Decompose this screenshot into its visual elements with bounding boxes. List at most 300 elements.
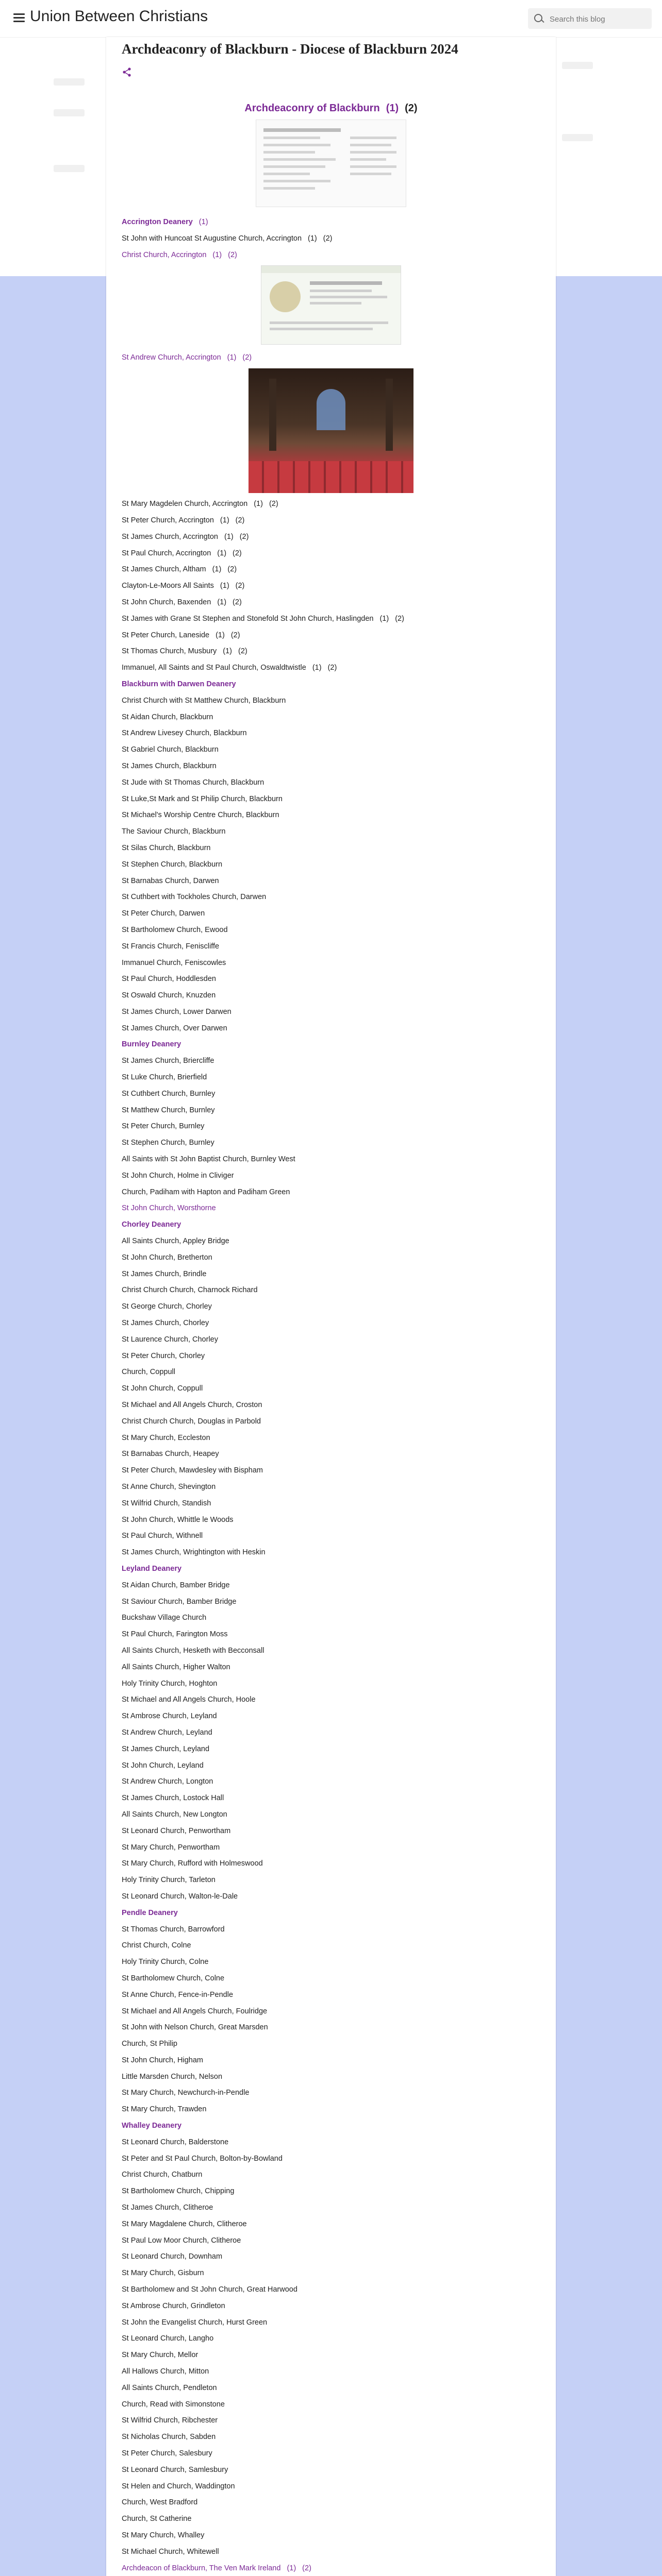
church-name: St Leonard Church, Langho <box>122 2334 214 2343</box>
church-line <box>122 496 540 513</box>
share-icon[interactable] <box>122 67 132 77</box>
footnote-ref: (2) <box>227 565 237 574</box>
footnote-ref: (1) <box>224 532 234 541</box>
sidebar-placeholder <box>54 165 85 172</box>
church-line <box>122 775 540 791</box>
church-name: St Thomas Church, Musbury <box>122 647 217 656</box>
church-line <box>122 2053 540 2069</box>
church-name: St Wilfrid Church, Standish <box>122 1499 211 1507</box>
church-line <box>122 742 540 758</box>
church-line <box>122 1823 540 1840</box>
church-name: Immanuel, All Saints and St Paul Church, Oswaldtwistle <box>122 664 306 672</box>
church-name: Church, Read with Simonstone <box>122 2400 225 2409</box>
church-name: St Mary Church, Rufford with Holmeswood <box>122 1859 263 1868</box>
church-name: St Leonard Church, Samlesbury <box>122 2465 228 2474</box>
church-name: St Leonard Church, Walton-le-Dale <box>122 1892 238 1901</box>
church-name: St Aidan Church, Blackburn <box>122 713 213 721</box>
church-name: St Mary Church, Whalley <box>122 2531 205 2539</box>
footnote-ref: (1) <box>216 631 225 639</box>
church-name: Christ Church, Chatburn <box>122 2171 203 2179</box>
footnote-ref[interactable]: (1) <box>198 218 208 226</box>
church-name: St Mary Church, Newchurch-in-Pendle <box>122 2089 250 2097</box>
church-line <box>122 2069 540 2086</box>
church-name: St Andrew Church, Longton <box>122 1777 213 1786</box>
church-line <box>122 1348 540 1365</box>
church-line <box>122 1118 540 1135</box>
church-line <box>122 1430 540 1447</box>
church-line <box>122 1021 540 1037</box>
deanery-name[interactable]: Accrington Deanery <box>122 218 193 226</box>
church-line <box>122 1758 540 1774</box>
church-line <box>122 2249 540 2265</box>
church-line <box>122 1496 540 1512</box>
church-name: St Michael and All Angels Church, Foulridge <box>122 2007 268 2015</box>
blog-title[interactable]: Union Between Christians <box>30 8 208 25</box>
church-name: St James Church, Chorley <box>122 1319 209 1328</box>
church-line <box>122 2167 540 2183</box>
footnote-ref: (1) <box>379 614 389 623</box>
church-name: St John with Nelson Church, Great Marsden <box>122 2023 268 2032</box>
church-line <box>122 1381 540 1397</box>
church-name: St Silas Church, Blackburn <box>122 843 211 852</box>
menu-icon[interactable] <box>13 13 25 23</box>
church-line <box>122 2429 540 2446</box>
church-name: St Peter Church, Darwen <box>122 909 205 918</box>
church-line <box>122 971 540 988</box>
church-line <box>122 1692 540 1708</box>
church-line <box>122 1545 540 1561</box>
church-name: All Saints Church, Hesketh with Becconsall <box>122 1646 264 1655</box>
church-name: St Peter Church, Mawdesley with Bispham <box>122 1466 263 1475</box>
deanery-name[interactable]: Whalley Deanery <box>122 2122 182 2130</box>
church-name: St James Church, Accrington <box>122 532 218 541</box>
deanery-heading <box>122 1561 540 1578</box>
footnote-ref: (2) <box>327 664 337 672</box>
church-line <box>122 231 540 247</box>
church-name: St Peter Church, Salesbury <box>122 2449 212 2458</box>
church-line <box>122 1414 540 1430</box>
deanery-name[interactable]: Burnley Deanery <box>122 1040 181 1049</box>
church-line <box>122 1643 540 1659</box>
church-line <box>122 628 540 644</box>
church-name: St Gabriel Church, Blackburn <box>122 745 219 754</box>
church-line <box>122 1807 540 1823</box>
church-line <box>122 939 540 955</box>
church-name: St James Church, Briercliffe <box>122 1057 214 1065</box>
church-name: St Mary Church, Penwortham <box>122 1843 220 1852</box>
church-name: St John Church, Whittle le Woods <box>122 1515 234 1524</box>
church-name: St Cuthbert Church, Burnley <box>122 1089 216 1098</box>
church-line <box>122 1971 540 1987</box>
church-name: Church, Coppull <box>122 1368 175 1377</box>
church-line <box>122 1168 540 1184</box>
church-name: Christ Church Church, Douglas in Parbold <box>122 1417 261 1426</box>
church-line <box>122 2036 540 2053</box>
church-name: St Paul Church, Accrington <box>122 549 211 557</box>
church-name: St Luke Church, Brierfield <box>122 1073 207 1082</box>
church-name: St Michael's Worship Centre Church, Blackburn <box>122 811 279 820</box>
church-name: St Nicholas Church, Sabden <box>122 2433 216 2442</box>
footnote-ref: (1) <box>212 565 222 574</box>
deanery-heading <box>122 1217 540 1233</box>
footnote-ref: (1) <box>217 598 227 606</box>
church-name: St James Church, Brindle <box>122 1269 207 1278</box>
church-name: St Stephen Church, Blackburn <box>122 860 223 869</box>
church-name: St Bartholomew Church, Ewood <box>122 925 228 934</box>
church-line <box>122 2085 540 2102</box>
church-name: St Jude with St Thomas Church, Blackburn <box>122 778 264 787</box>
church-line <box>122 562 540 578</box>
church-name: St Mary Church, Trawden <box>122 2105 207 2114</box>
church-line <box>122 1987 540 2004</box>
church-name: All Hallows Church, Mitton <box>122 2367 209 2376</box>
footnote-ref: (1) <box>217 549 227 557</box>
church-line <box>122 2265 540 2282</box>
heading-link[interactable]: Archdeaconry of Blackburn <box>244 103 380 114</box>
church-line <box>122 1103 540 1119</box>
church-line <box>122 1151 540 1168</box>
church-line <box>122 1790 540 1807</box>
church-name: St John the Evangelist Church, Hurst Green <box>122 2318 268 2327</box>
church-name: Church, West Bradford <box>122 2498 198 2507</box>
search-input[interactable] <box>549 12 649 26</box>
church-name: St Paul Church, Withnell <box>122 1532 203 1540</box>
church-name: St John Church, Higham <box>122 2056 203 2064</box>
footnote-ref: (2) <box>230 631 240 639</box>
church-name: St Leonard Church, Penwortham <box>122 1826 231 1835</box>
church-line <box>122 889 540 906</box>
church-line <box>122 578 540 595</box>
footnote-ref: (2) <box>239 532 249 541</box>
church-name: St Barnabas Church, Darwen <box>122 876 219 885</box>
church-line <box>122 1446 540 1463</box>
church-name: St Thomas Church, Barrowford <box>122 1925 225 1934</box>
church-name: Holy Trinity Church, Hoghton <box>122 1679 218 1688</box>
church-line <box>122 1266 540 1283</box>
church-name: St Aidan Church, Bamber Bridge <box>122 1581 230 1589</box>
church-line <box>122 2282 540 2298</box>
footnote-text: (2) <box>405 103 418 114</box>
footnote-link[interactable]: (1) <box>386 103 399 114</box>
church-name: Church, Padiham with Hapton and Padiham Green <box>122 1188 290 1196</box>
church-name: St James Church, Clitheroe <box>122 2204 213 2212</box>
church-name: St Saviour Church, Bamber Bridge <box>122 1597 237 1606</box>
church-line <box>122 1282 540 1299</box>
church-line <box>122 873 540 890</box>
church-name: St John Church, Leyland <box>122 1761 204 1770</box>
sidebar-placeholder <box>54 78 85 86</box>
church-name: St Leonard Church, Balderstone <box>122 2138 229 2146</box>
church-line <box>122 2380 540 2397</box>
church-line <box>122 643 540 660</box>
church-line <box>122 1938 540 1954</box>
blog-header <box>0 0 662 38</box>
church-line <box>122 1856 540 1872</box>
church-line <box>122 2413 540 2429</box>
church-name: All Saints with St John Baptist Church, Burnley West <box>122 1155 295 1164</box>
church-name: All Saints Church, Pendleton <box>122 2383 217 2392</box>
church-line <box>122 513 540 529</box>
church-line <box>122 2528 540 2544</box>
church-line <box>122 2347 540 2364</box>
church-name: St Mary Church, Mellor <box>122 2351 198 2360</box>
footnote-ref[interactable]: (1) <box>287 2564 296 2572</box>
church-name: St Paul Low Moor Church, Clitheroe <box>122 2236 241 2245</box>
footnote-ref: (2) <box>323 234 333 243</box>
deanery-name[interactable]: Leyland Deanery <box>122 1564 182 1573</box>
church-line <box>122 611 540 628</box>
deanery-name[interactable]: Chorley Deanery <box>122 1221 181 1229</box>
church-line <box>122 1364 540 1381</box>
church-line <box>122 546 540 562</box>
church-line <box>122 2315 540 2331</box>
church-name: St Andrew Livesey Church, Blackburn <box>122 729 247 738</box>
church-name: St Mary Church, Gisburn <box>122 2269 204 2278</box>
church-line <box>122 1659 540 1676</box>
footnote-ref[interactable]: (2) <box>242 353 252 362</box>
church-line <box>122 725 540 742</box>
church-name: St Paul Church, Hoddlesden <box>122 975 216 984</box>
church-name: Little Marsden Church, Nelson <box>122 2072 223 2081</box>
church-line <box>122 1512 540 1529</box>
church-name: St James Church, Wrightington with Heskin <box>122 1548 266 1557</box>
church-name: St Bartholomew Church, Chipping <box>122 2187 235 2196</box>
deanery-heading <box>122 214 540 231</box>
church-name: Immanuel Church, Feniscowles <box>122 958 226 967</box>
church-link[interactable]: Archdeacon of Blackburn, The Ven Mark Ireland <box>122 2564 281 2572</box>
church-line <box>122 1922 540 1938</box>
footnote-ref: (2) <box>238 647 247 656</box>
search-icon[interactable] <box>534 14 542 22</box>
church-line <box>122 2511 540 2528</box>
footnote-ref: (1) <box>223 647 233 656</box>
church-name: St Andrew Church, Leyland <box>122 1728 212 1737</box>
church-line <box>122 1954 540 1971</box>
church-line <box>122 840 540 857</box>
church-name: St Bartholomew Church, Colne <box>122 1974 225 1982</box>
church-line <box>122 1200 540 1217</box>
church-name: St Peter Church, Accrington <box>122 516 214 524</box>
footnote-ref[interactable]: (2) <box>302 2564 311 2572</box>
church-name: St Laurence Church, Chorley <box>122 1335 218 1344</box>
church-line <box>122 1741 540 1758</box>
church-name: St Francis Church, Feniscliffe <box>122 942 220 951</box>
church-line <box>122 2020 540 2036</box>
church-name: St James Church, Altham <box>122 565 206 574</box>
church-name: St Wilfrid Church, Ribchester <box>122 2416 218 2425</box>
church-line <box>122 1626 540 1643</box>
church-interior-image[interactable] <box>249 368 413 493</box>
deanery-name[interactable]: Pendle Deanery <box>122 1908 178 1917</box>
church-line <box>122 1528 540 1545</box>
church-link[interactable]: St John Church, Worsthorne <box>122 1204 216 1213</box>
church-name: St Cuthbert with Tockholes Church, Darwen <box>122 893 267 902</box>
church-name: St Barnabas Church, Heapey <box>122 1450 219 1459</box>
church-name: St Anne Church, Shevington <box>122 1483 216 1491</box>
church-line <box>122 1135 540 1151</box>
church-line <box>122 1299 540 1315</box>
church-name: Holy Trinity Church, Colne <box>122 1958 209 1967</box>
church-link[interactable]: St Andrew Church, Accrington <box>122 353 221 362</box>
church-line <box>122 1610 540 1626</box>
church-line <box>122 1840 540 1856</box>
church-name: St James Church, Blackburn <box>122 761 217 770</box>
church-line <box>122 1872 540 1889</box>
sidebar-placeholder <box>54 109 85 116</box>
church-name: St Bartholomew and St John Church, Great Harwood <box>122 2285 297 2294</box>
church-line <box>122 2004 540 2020</box>
footnote-ref: (2) <box>395 614 404 623</box>
sidebar-placeholder <box>562 62 593 69</box>
church-name: St Anne Church, Fence-in-Pendle <box>122 1990 234 1999</box>
church-name: St Ambrose Church, Grindleton <box>122 2301 225 2310</box>
church-line <box>122 906 540 922</box>
church-name: Christ Church Church, Charnock Richard <box>122 1286 258 1295</box>
church-line <box>122 2200 540 2216</box>
church-name: St George Church, Chorley <box>122 1302 212 1311</box>
sidebar-placeholder <box>562 134 593 141</box>
church-line <box>122 1479 540 1496</box>
church-name: St Oswald Church, Knuzden <box>122 991 216 1000</box>
church-line <box>122 2544 540 2561</box>
church-line <box>122 1184 540 1201</box>
church-name: St Michael and All Angels Church, Croston <box>122 1401 262 1410</box>
church-line <box>122 1397 540 1414</box>
footnote-ref: (1) <box>220 582 229 590</box>
footnote-ref: (2) <box>233 549 242 557</box>
church-line <box>122 1053 540 1070</box>
church-line <box>122 1676 540 1692</box>
search-box[interactable] <box>528 8 652 29</box>
church-line <box>122 2364 540 2380</box>
church-line <box>122 988 540 1004</box>
church-line <box>122 758 540 775</box>
church-name: St Peter Church, Chorley <box>122 1351 205 1360</box>
church-name: St Mary Church, Eccleston <box>122 1433 210 1442</box>
deanery-heading <box>122 2118 540 2134</box>
church-line <box>122 791 540 808</box>
church-line <box>122 1250 540 1266</box>
church-name: All Saints Church, Higher Walton <box>122 1663 230 1671</box>
church-line <box>122 2331 540 2347</box>
footnote-ref[interactable]: (1) <box>227 353 237 362</box>
church-name: Church, St Catherine <box>122 2515 192 2523</box>
church-line <box>122 1708 540 1725</box>
church-line <box>122 1774 540 1790</box>
church-name: St Leonard Church, Downham <box>122 2252 223 2261</box>
church-line <box>122 2102 540 2118</box>
church-line <box>122 1233 540 1250</box>
church-line <box>122 2183 540 2200</box>
church-line <box>122 922 540 939</box>
church-name: St James Church, Leyland <box>122 1744 210 1753</box>
church-line <box>122 693 540 709</box>
church-line <box>122 2134 540 2151</box>
church-name: St John Church, Holme in Cliviger <box>122 1171 234 1180</box>
church-name: St Michael and All Angels Church, Hoole <box>122 1696 256 1704</box>
church-name: St John Church, Coppull <box>122 1384 203 1393</box>
webpage-screenshot-image[interactable] <box>261 265 401 345</box>
church-line <box>122 2216 540 2233</box>
footnote-ref: (1) <box>220 516 229 524</box>
church-name: St Ambrose Church, Leyland <box>122 1712 217 1721</box>
church-line <box>122 2151 540 2167</box>
document-image[interactable] <box>256 120 406 207</box>
church-name: St Stephen Church, Burnley <box>122 1139 214 1147</box>
church-name: The Saviour Church, Blackburn <box>122 827 226 836</box>
church-name: Clayton-Le-Moors All Saints <box>122 582 214 590</box>
church-name: St Helen and Church, Waddington <box>122 2482 235 2490</box>
church-name: St Mary Magdelen Church, Accrington <box>122 500 248 509</box>
church-line <box>122 709 540 726</box>
church-line <box>122 595 540 611</box>
deanery-heading <box>122 676 540 693</box>
church-name: All Saints Church, Appley Bridge <box>122 1237 229 1246</box>
footnote-ref: (2) <box>233 598 242 606</box>
church-name: St John with Huncoat St Augustine Church, Accrington <box>122 234 302 243</box>
church-name: St Peter Church, Burnley <box>122 1122 205 1131</box>
church-line <box>122 2479 540 2495</box>
church-line <box>122 2495 540 2511</box>
church-line <box>122 247 540 264</box>
church-name: St Paul Church, Farington Moss <box>122 1630 228 1639</box>
church-line <box>122 660 540 676</box>
church-line <box>122 1594 540 1611</box>
church-name: Church, St Philip <box>122 2040 177 2048</box>
church-name: St James Church, Over Darwen <box>122 1024 227 1032</box>
deanery-heading <box>122 1037 540 1053</box>
church-name: St Luke,St Mark and St Philip Church, Blackburn <box>122 794 283 803</box>
church-line <box>122 2233 540 2249</box>
footnote-ref: (1) <box>254 500 263 509</box>
church-line <box>122 857 540 873</box>
church-name: All Saints Church, New Longton <box>122 1810 227 1819</box>
church-line <box>122 2446 540 2462</box>
church-line <box>122 2462 540 2479</box>
footnote-ref[interactable]: (2) <box>228 250 237 259</box>
footnote-ref: (2) <box>235 516 245 524</box>
deanery-name[interactable]: Blackburn with Darwen Deanery <box>122 680 236 688</box>
church-line <box>122 1578 540 1594</box>
church-name: St James Church, Lower Darwen <box>122 1007 231 1016</box>
footnote-ref[interactable]: (1) <box>212 250 222 259</box>
church-link[interactable]: Christ Church, Accrington <box>122 250 207 259</box>
church-line <box>122 350 540 366</box>
church-line <box>122 955 540 972</box>
church-line <box>122 1889 540 1905</box>
church-line <box>122 529 540 546</box>
footnote-ref: (1) <box>308 234 317 243</box>
church-line <box>122 1725 540 1741</box>
blog-post <box>106 37 556 2576</box>
church-line <box>122 2561 540 2576</box>
church-line <box>122 807 540 824</box>
church-name: Buckshaw Village Church <box>122 1614 207 1622</box>
church-name: St Peter Church, Laneside <box>122 631 210 639</box>
church-name: St Mary Magdalene Church, Clitheroe <box>122 2219 247 2228</box>
post-body <box>122 99 540 2576</box>
church-line <box>122 1086 540 1103</box>
footnote-ref: (2) <box>235 582 245 590</box>
church-name: St James Church, Lostock Hall <box>122 1794 224 1803</box>
footnote-ref: (1) <box>312 664 322 672</box>
church-name: St Michael Church, Whitewell <box>122 2547 219 2556</box>
church-line <box>122 2397 540 2413</box>
church-line <box>122 1463 540 1479</box>
archdeaconry-heading <box>122 99 540 117</box>
church-line <box>122 1315 540 1332</box>
church-name: Christ Church with St Matthew Church, Blackburn <box>122 696 286 705</box>
